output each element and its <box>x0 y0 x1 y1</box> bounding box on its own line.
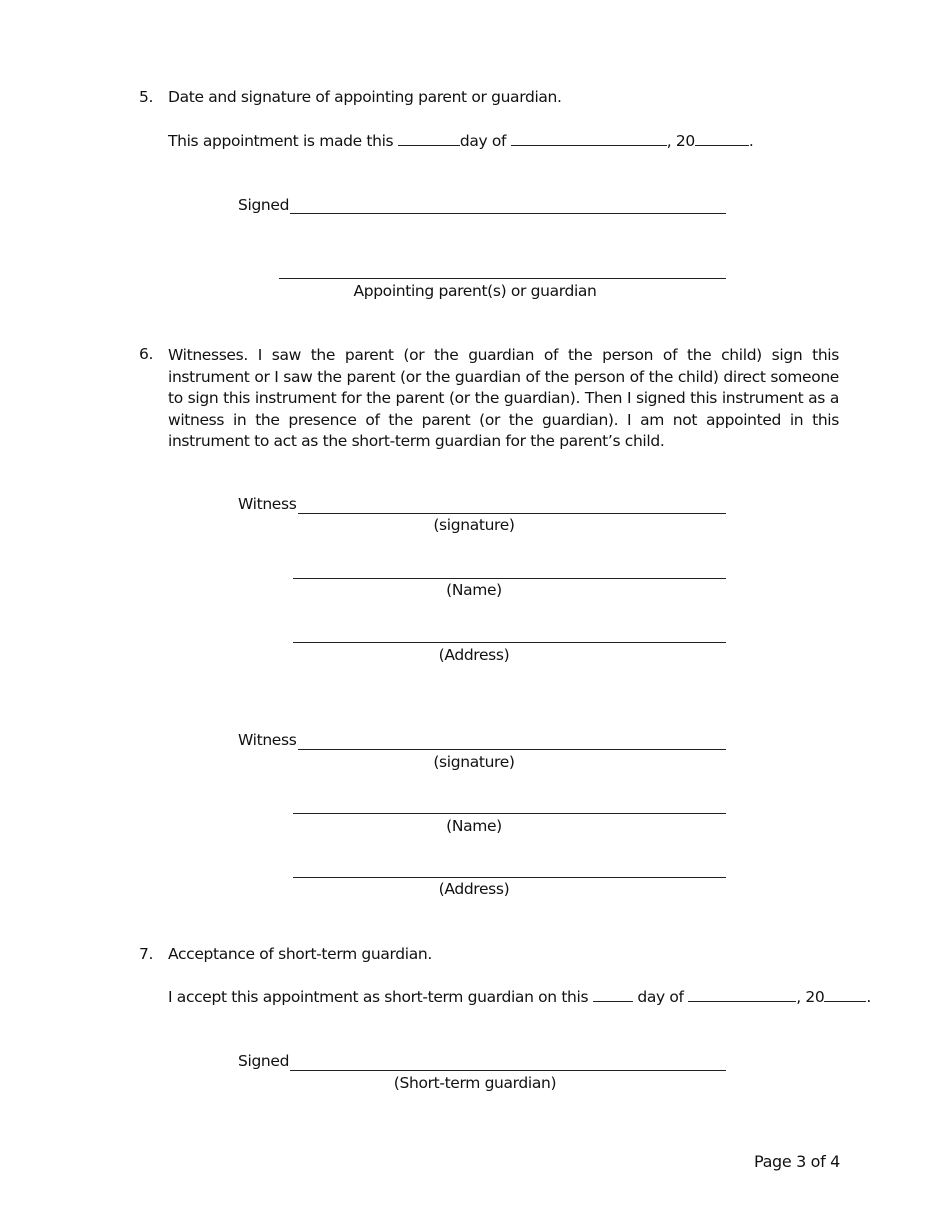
signature-caption: (signature) <box>433 516 515 534</box>
signed-label: Signed <box>238 1052 290 1070</box>
short-term-guardian-caption: (Short-term guardian) <box>393 1074 557 1092</box>
witness-2-signature-line[interactable] <box>298 749 726 750</box>
year-blank[interactable] <box>695 131 749 146</box>
witness-label: Witness <box>238 495 297 513</box>
signature-line-2[interactable] <box>279 278 726 279</box>
address-caption: (Address) <box>438 646 510 664</box>
section-7-date-line <box>168 987 871 1006</box>
date-text: . <box>748 132 754 150</box>
month-blank[interactable] <box>688 987 796 1002</box>
day-blank[interactable] <box>398 131 460 146</box>
year-blank[interactable] <box>824 987 866 1002</box>
month-blank[interactable] <box>511 131 667 146</box>
witness-1-signature-line[interactable] <box>298 513 726 514</box>
signature-line[interactable] <box>290 213 726 214</box>
signed-label: Signed <box>238 196 290 214</box>
section-5-number: 5. <box>139 88 154 106</box>
address-caption: (Address) <box>438 880 510 898</box>
witness-1-address-line[interactable] <box>293 642 726 643</box>
witness-1-name-line[interactable] <box>293 578 726 579</box>
name-caption: (Name) <box>446 581 502 599</box>
day-blank[interactable] <box>593 987 633 1002</box>
section-7-heading: Acceptance of short-term guardian. <box>168 945 432 963</box>
witness-2-address-line[interactable] <box>293 877 726 878</box>
section-6-number: 6. <box>139 345 154 363</box>
section-5-heading: Date and signature of appointing parent or guardian. <box>168 88 562 106</box>
date-text: , 20 <box>666 132 695 150</box>
date-text: day of <box>459 132 507 150</box>
date-text: This appointment is made this <box>168 132 394 150</box>
guardian-signature-line[interactable] <box>290 1070 726 1071</box>
date-text: day of <box>637 988 684 1006</box>
witnesses-paragraph: Witnesses. I saw the parent (or the guardian of the person of the child) sign this instrument or I saw the parent (or the guardian of the person of the child) direct someone to sign this instrument for the parent (or the guardian). Then I signed this instrument as a witness in the presence of the parent (or the guardian). I am not appointed in this instrument to act as the short-term guardian for the parent’s child. <box>168 346 839 450</box>
page-number: Page 3 of 4 <box>754 1152 840 1171</box>
witness-label: Witness <box>238 731 297 749</box>
witness-2-name-line[interactable] <box>293 813 726 814</box>
date-text: , 20 <box>796 988 825 1006</box>
section-7-number: 7. <box>139 945 154 963</box>
signature-caption: (signature) <box>433 753 515 771</box>
date-text: I accept this appointment as short-term guardian on this <box>168 988 589 1006</box>
date-text: . <box>866 988 871 1006</box>
appointing-parent-caption: Appointing parent(s) or guardian <box>353 282 597 300</box>
section-5-date-line <box>168 131 753 150</box>
name-caption: (Name) <box>446 817 502 835</box>
